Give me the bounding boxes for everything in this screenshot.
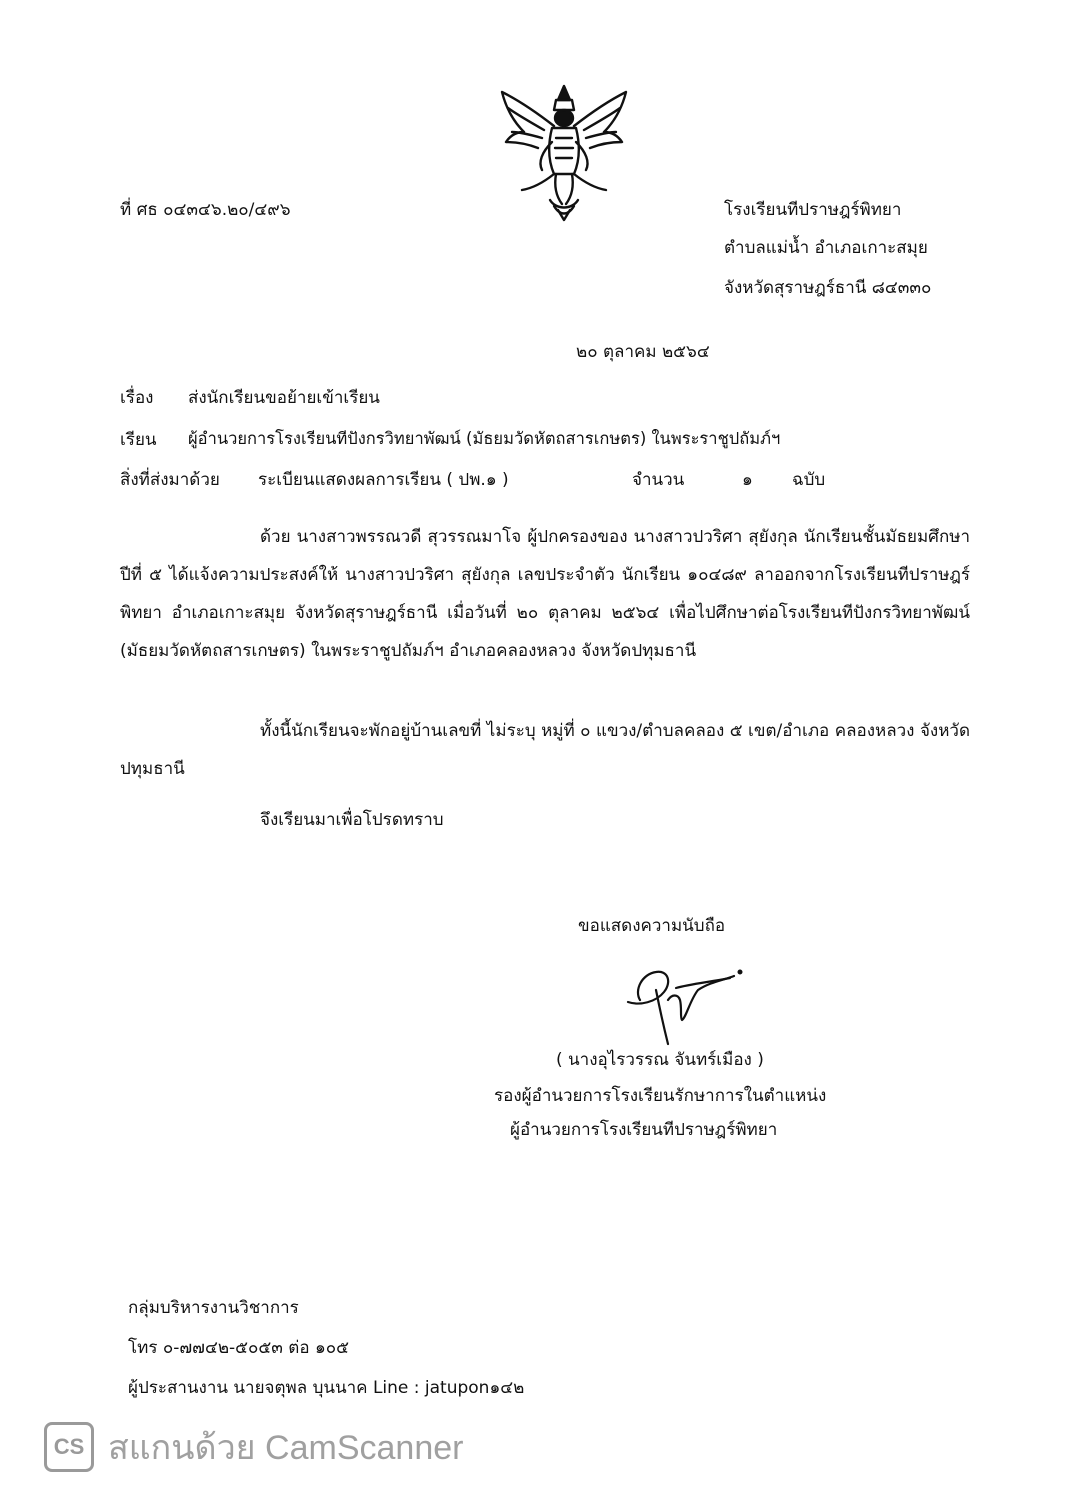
camscanner-watermark <box>44 1420 463 1474</box>
reference-number: ที่ ศธ ๐๔๓๔๖.๒๐/๔๙๖ <box>120 200 291 220</box>
footer-coordinator: ผู้ประสานงาน นายจตุพล บุนนาค Line : jatupon๑๔๒ <box>128 1378 525 1398</box>
garuda-emblem <box>496 82 632 222</box>
enclosure-text: ระเบียนแสดงผลการเรียน ( ปพ.๑ ) <box>258 470 509 490</box>
address-line-1: ตำบลแม่น้ำ อำเภอเกาะสมุย <box>724 238 928 258</box>
enclosure-label: สิ่งที่ส่งมาด้วย <box>120 470 220 490</box>
camscanner-text: สแกนด้วย CamScanner <box>108 1429 464 1467</box>
recipient-text: ผู้อำนวยการโรงเรียนทีปังกรวิทยาพัฒน์ (มัธยมวัดหัตถสารเกษตร) ในพระราชูปถัมภ์ฯ <box>188 429 781 448</box>
salutation: ขอแสดงความนับถือ <box>578 916 726 936</box>
closing-line: จึงเรียนมาเพื่อโปรดทราบ <box>260 810 444 830</box>
subject-label: เรื่อง <box>120 388 154 408</box>
letter-date: ๒๐ ตุลาคม ๒๕๖๔ <box>576 342 710 362</box>
subject-text: ส่งนักเรียนขอย้ายเข้าเรียน <box>188 388 380 408</box>
quantity-label: จำนวน <box>632 470 685 490</box>
signatory-name: ( นางอุไรวรรณ จันทร์เมือง ) <box>556 1050 764 1070</box>
handwritten-signature <box>620 960 750 1060</box>
signatory-position-line-2: ผู้อำนวยการโรงเรียนทีปราษฎร์พิทยา <box>510 1120 778 1140</box>
address-line-2: จังหวัดสุราษฎร์ธานี ๘๔๓๓๐ <box>724 278 932 298</box>
footer-department: กลุ่มบริหารงานวิชาการ <box>128 1298 299 1318</box>
body-paragraph-2-text: ทั้งนี้นักเรียนจะพักอยู่บ้านเลขที่ ไม่ระบุ หมู่ที่ ๐ แขวง/ตำบลคลอง ๕ เขต/อำเภอ คลองหลวง จังหวัดปทุมธานี <box>120 721 970 779</box>
quantity-unit: ฉบับ <box>792 470 826 490</box>
signatory-position-line-1: รองผู้อำนวยการโรงเรียนรักษาการในตำแหน่ง <box>494 1086 827 1106</box>
recipient-label: เรียน <box>120 430 157 450</box>
body-paragraph-1-text: ด้วย นางสาวพรรณวดี สุวรรณมาโจ ผู้ปกครองของ นางสาวปวริศา สุยังกุล นักเรียนชั้นมัธยมศึกษาปีที่ ๕ ได้แจ้งความประสงค์ให้ นางสาวปวริศา สุยังกุล เลขประจำตัว นักเรียน ๑๐๔๘๙ ลาออกจากโรงเรียนทีปราษฎร์พิทยา อำเภอเกาะสมุย จังหวัดสุราษฎร์ธานี เมื่อวันที่ ๒๐ ตุลาคม ๒๕๖๔ เพื่อไปศึกษาต่อโรงเรียนทีปังกรวิทยาพัฒน์ (มัธยมวัดหัตถสารเกษตร) ในพระราชูปถัมภ์ฯ อำเภอคลองหลวง จังหวัดปทุมธานี <box>120 527 970 661</box>
camscanner-logo-icon: CS <box>44 1422 94 1472</box>
body-paragraph-2 <box>120 712 970 788</box>
body-paragraph-1 <box>120 518 970 670</box>
school-name: โรงเรียนทีปราษฎร์พิทยา <box>724 200 902 220</box>
footer-phone: โทร ๐-๗๗๔๒-๕๐๕๓ ต่อ ๑๐๕ <box>128 1338 349 1358</box>
quantity-value: ๑ <box>742 470 753 490</box>
